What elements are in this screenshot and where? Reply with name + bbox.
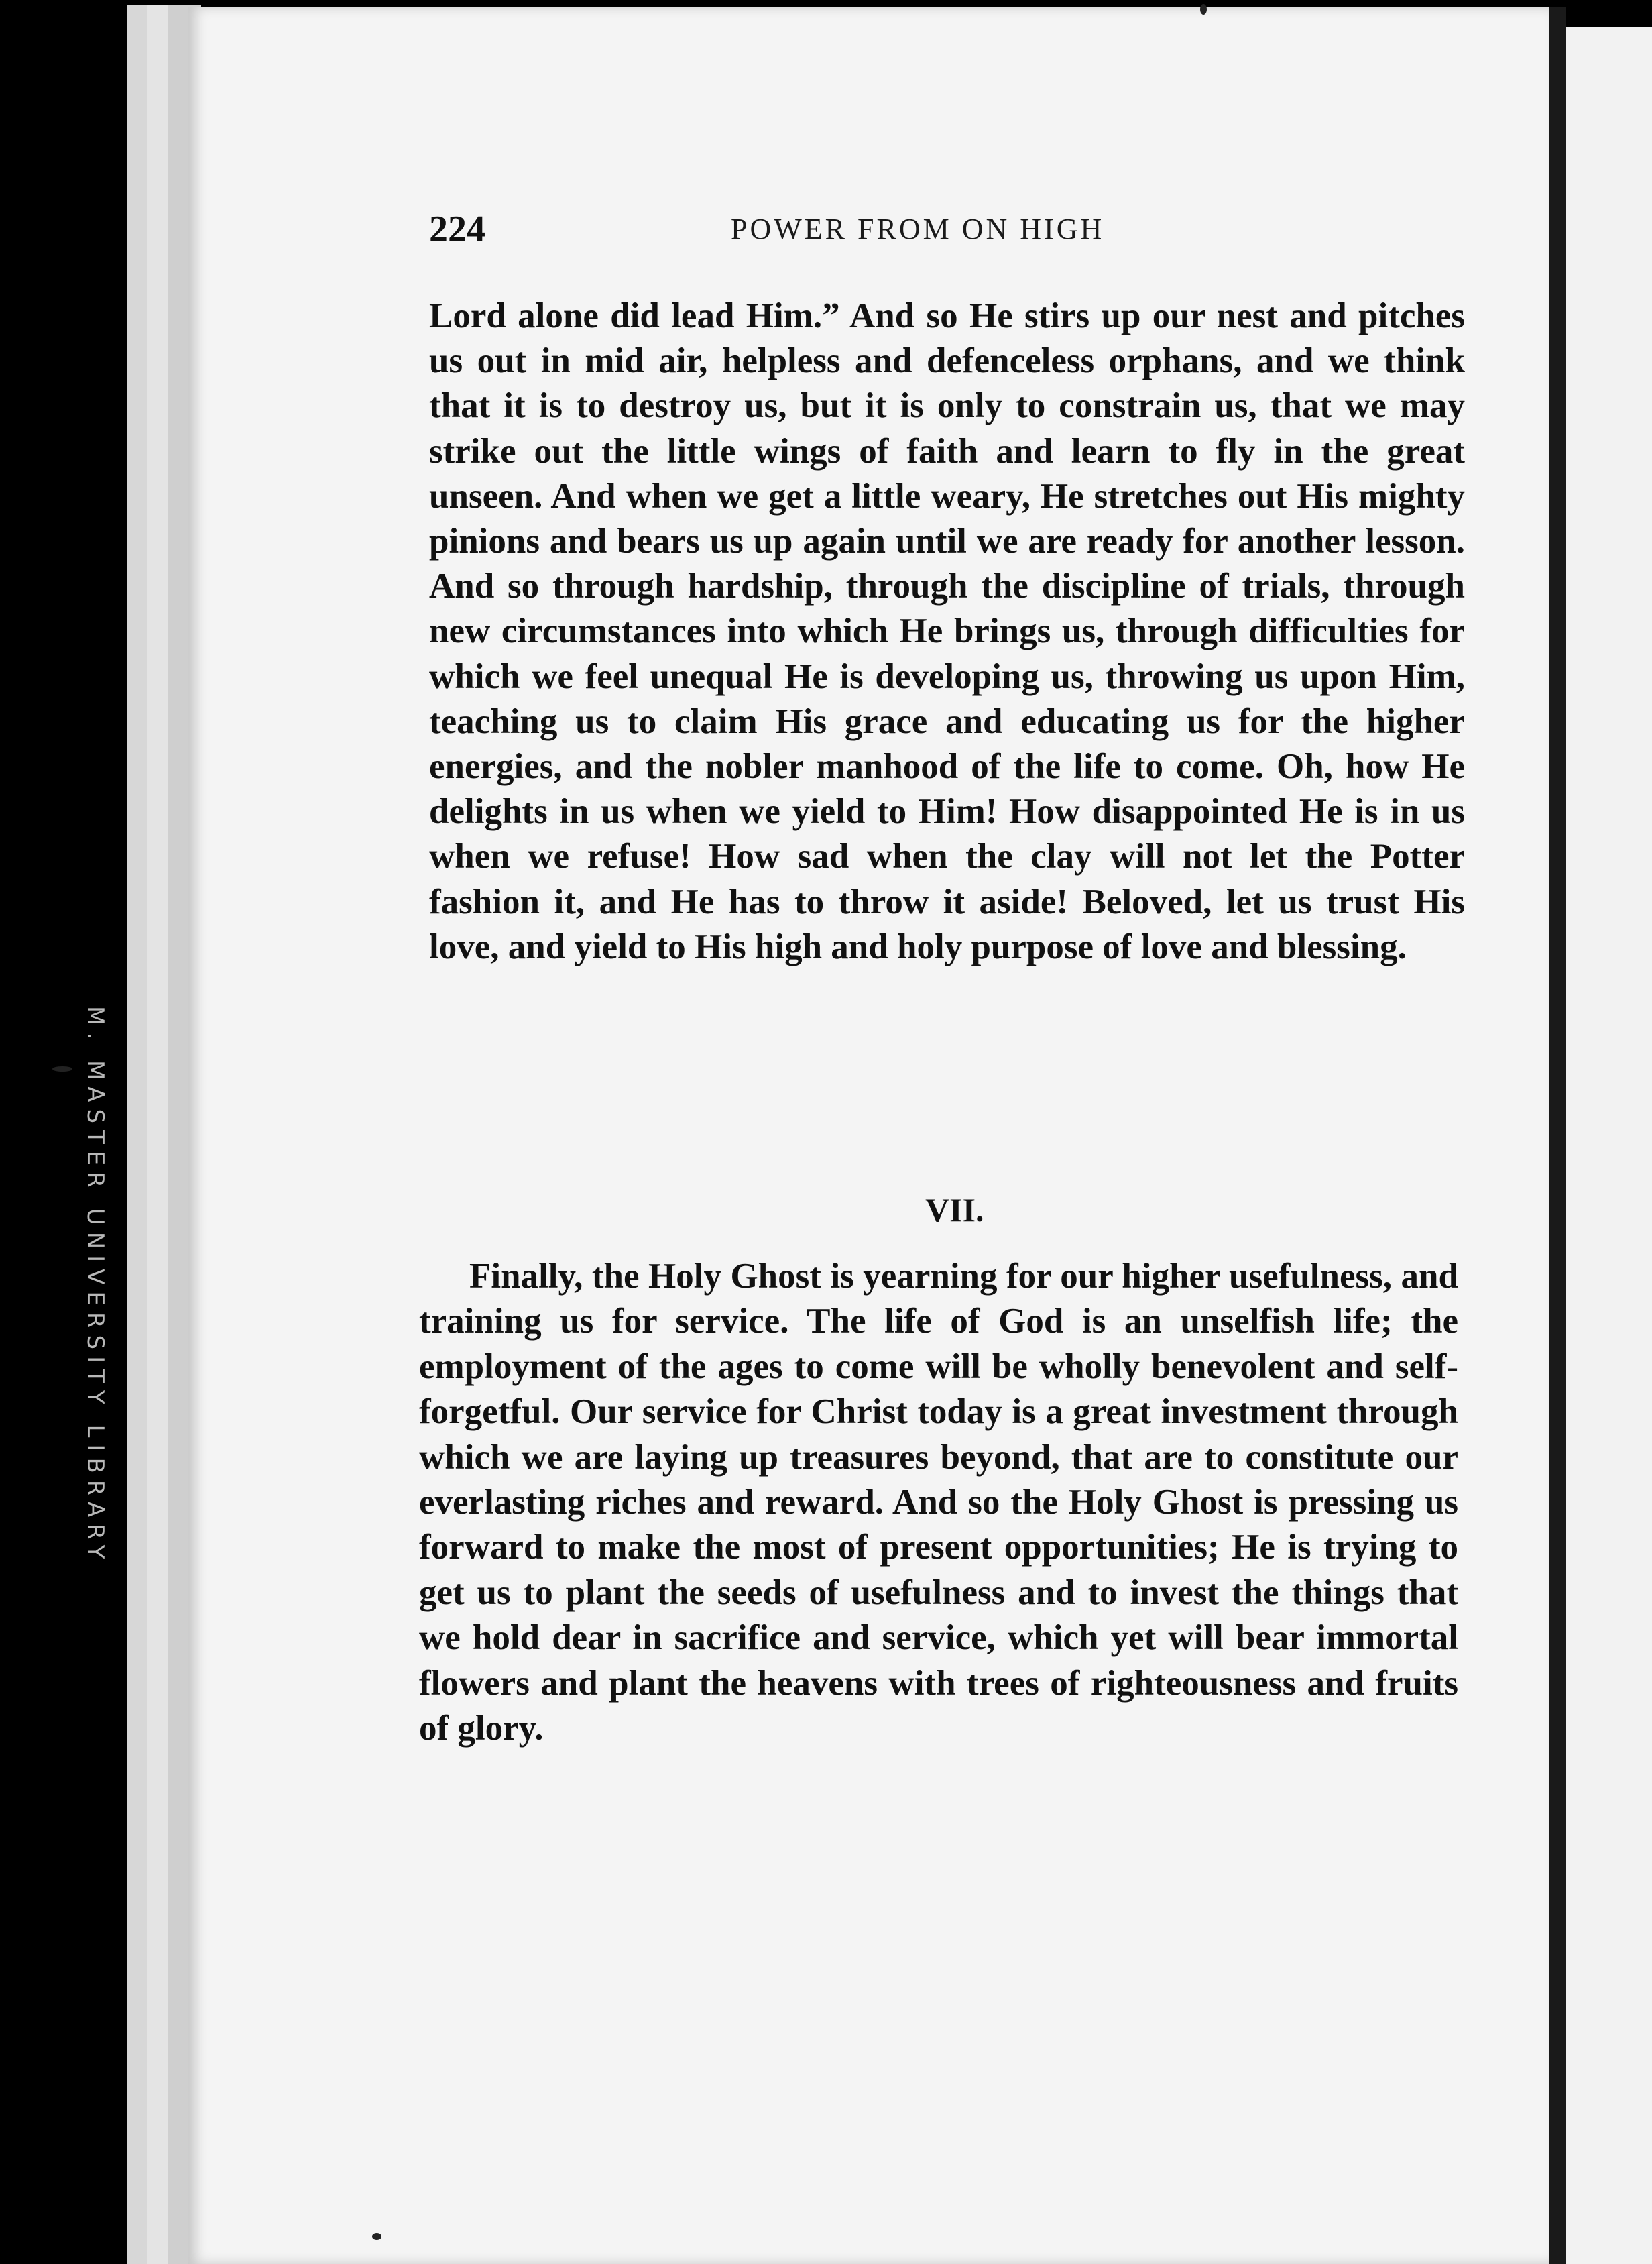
book-gutter xyxy=(1549,7,1566,2264)
scan-speck xyxy=(1200,4,1207,15)
scan-speck xyxy=(372,2233,381,2240)
section-numeral: VII. xyxy=(925,1191,984,1229)
continuation-paragraph-block xyxy=(429,294,1465,970)
library-stamp-text: M. MASTER UNIVERSITY LIBRARY xyxy=(82,1006,109,1566)
running-head xyxy=(429,208,1462,248)
page-number: 224 xyxy=(429,209,485,250)
section-paragraph-block xyxy=(419,1254,1458,1751)
running-title: POWER FROM ON HIGH xyxy=(731,213,1105,245)
scan-speck xyxy=(52,1066,72,1072)
section-paragraph: Finally, the Holy Ghost is yearning for our higher usefulness, and training us for service. The life of God is an unselfish life; the employment of the ages to come will be wholly benevolent and self-forgetful. Our service for Christ today is a great investment through which we are laying up treasures beyond, that are to constitute our everlasting riches and reward. And so the Holy Ghost is pressing us forward to make the most of present opportunities; He is trying to get us to plant the seeds of usefulness and to invest the things that we hold dear in sacrifice and service, which yet will bear immortal flowers and plant the heavens with trees of righteousness and fruits of glory. xyxy=(419,1257,1458,1748)
facing-page xyxy=(1566,27,1652,2264)
continuation-paragraph: Lord alone did lead Him.” And so He stirs up our nest and pitches us out in mid air, helpless and defenceless orphans, and we think that it is to destroy us, but it is only to constrain us, that we may strike out the little wings of faith and learn to fly in the great unseen. And when we get a little weary, He stretches out His mighty pinions and bears us up again until we are ready for another lesson. And so through hardship, through the discipline of trials, through new circumstances into which He brings us, through difficulties for which we feel unequal He is developing us, throwing us upon Him, teaching us to claim His grace and educating us for the higher energies, and the nobler manhood of the life to come. Oh, how He delights in us when we yield to Him! How disappointed He is in us when we refuse! How sad when the clay will not let the Potter fashion it, and He has to throw it aside! Beloved, let us trust His love, and yield to His high and holy purpose of love and blessing. xyxy=(429,296,1465,966)
